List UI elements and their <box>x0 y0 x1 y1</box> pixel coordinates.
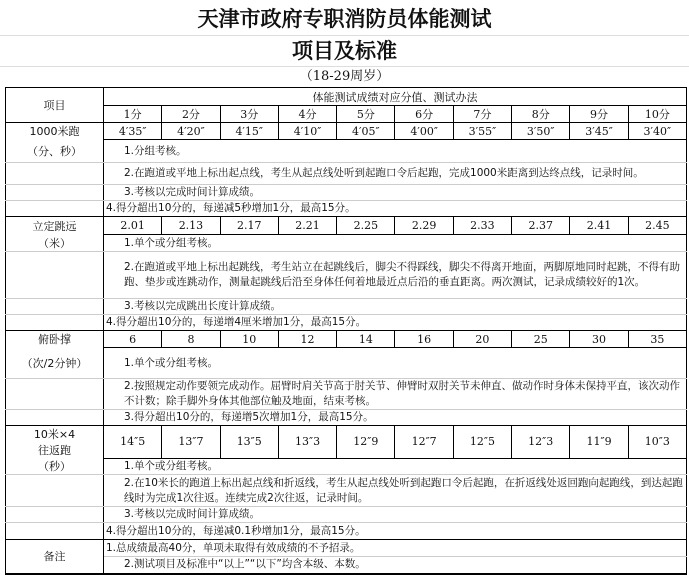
label-cell <box>6 163 104 185</box>
score-value: 25 <box>512 331 570 348</box>
test-note: 1.单个或分组考核。 <box>104 235 687 252</box>
score-value: 3′45″ <box>570 123 628 140</box>
score-header: 6分 <box>395 106 453 123</box>
score-value: 12″7 <box>395 426 453 459</box>
test-note: 3.考核以完成跳出长度计算成绩。 <box>104 299 687 315</box>
test-note: 1.分组考核。 <box>104 140 687 163</box>
test-note: 4.得分超出10分的，每递减5秒增加1分，最高15分。 <box>104 201 687 217</box>
item-name <box>6 217 104 235</box>
label-cell <box>6 252 104 299</box>
score-value: 30 <box>570 331 628 348</box>
label-cell <box>6 315 104 331</box>
score-value: 6 <box>104 331 162 348</box>
item-name-text: 立定跳远 <box>32 219 77 233</box>
remark-line: 2.测试项目及标准中“以上”“以下”均含本级、本数。 <box>104 557 687 574</box>
score-value: 8 <box>162 331 220 348</box>
label-cell <box>6 201 104 217</box>
score-value: 2.37 <box>512 217 570 235</box>
label-cell <box>6 185 104 201</box>
document-subtitle: 项目及标准 <box>0 36 689 67</box>
label-cell <box>6 410 104 426</box>
score-value: 2.17 <box>220 217 278 235</box>
header-item: 项目 <box>6 88 104 123</box>
score-value: 4′20″ <box>162 123 220 140</box>
score-value: 12″3 <box>512 426 570 459</box>
score-value: 4′10″ <box>278 123 336 140</box>
test-note: 3.考核以完成时间计算成绩。 <box>104 185 687 201</box>
score-value: 3′55″ <box>453 123 511 140</box>
score-header: 3分 <box>220 106 278 123</box>
remarks-label: 备注 <box>6 540 104 574</box>
test-note: 3.得分超出10分的，每递增5次增加1分，最高15分。 <box>104 410 687 426</box>
label-cell <box>6 507 104 523</box>
score-value: 4′00″ <box>395 123 453 140</box>
score-value: 4′35″ <box>104 123 162 140</box>
item-unit: （次/2分钟） <box>6 348 104 379</box>
test-note: 3.考核以完成时间计算成绩。 <box>104 507 687 523</box>
test-note: 4.得分超出10分的，每递减0.1秒增加1分，最高15分。 <box>104 523 687 540</box>
score-header: 1分 <box>104 106 162 123</box>
standards-table <box>5 87 687 575</box>
score-value: 4′05″ <box>337 123 395 140</box>
age-range: （18-29周岁） <box>299 69 390 84</box>
score-value: 2.33 <box>453 217 511 235</box>
score-value: 2.01 <box>104 217 162 235</box>
score-value: 14″5 <box>104 426 162 459</box>
item-name-line2: 往返跑 <box>38 444 71 457</box>
score-value: 13″5 <box>220 426 278 459</box>
score-value: 10 <box>220 331 278 348</box>
header-group: 体能测试成绩对应分值、测试办法 <box>104 88 687 106</box>
test-note: 2.在10米长的跑道上标出起点线和折返线，考生从起点线处听到起跑口令后起跑，在折返线处返回跑向起跑线，到达起跑线时为完成1次往返。连续完成2次往返，记录时间。 <box>104 475 687 507</box>
label-cell <box>6 299 104 315</box>
score-header: 9分 <box>570 106 628 123</box>
score-header: 4分 <box>278 106 336 123</box>
score-value: 14 <box>337 331 395 348</box>
test-note: 2.在跑道或平地上标出起点线，考生从起点线处听到起跑口令后起跑，完成1000米距离到达终点线，记录时间。 <box>104 163 687 185</box>
remark-line: 1.总成绩最高40分，单项未取得有效成绩的不予招录。 <box>104 540 687 557</box>
score-value: 2.25 <box>337 217 395 235</box>
score-value: 13″3 <box>278 426 336 459</box>
score-value: 12″5 <box>453 426 511 459</box>
score-value: 20 <box>453 331 511 348</box>
test-note: 2.在跑道或平地上标出起跳线，考生站立在起跳线后，脚尖不得踩线，脚尖不得离开地面，两脚原地同时起跳，不得有助跑、垫步或连跳动作，测量起跳线后沿至身体任何着地最近点后沿的垂直距离。两次测试，记录成绩较好的1次。 <box>104 252 687 299</box>
score-value: 12 <box>278 331 336 348</box>
test-note: 1.单个或分组考核。 <box>104 458 687 475</box>
score-value: 16 <box>395 331 453 348</box>
score-header: 2分 <box>162 106 220 123</box>
score-value: 3′50″ <box>512 123 570 140</box>
label-cell <box>6 523 104 540</box>
score-value: 3′40″ <box>628 123 686 140</box>
score-value: 2.29 <box>395 217 453 235</box>
score-value: 12″9 <box>337 426 395 459</box>
test-note: 1.单个或分组考核。 <box>104 348 687 379</box>
score-value: 2.45 <box>628 217 686 235</box>
test-note: 4.得分超出10分的，每递增4厘米增加1分，最高15分。 <box>104 315 687 331</box>
document-title: 天津市政府专职消防员体能测试 <box>0 0 689 36</box>
score-value: 2.41 <box>570 217 628 235</box>
score-value: 2.13 <box>162 217 220 235</box>
item-name-text: 1000米跑 <box>29 125 80 139</box>
score-header: 5分 <box>337 106 395 123</box>
item-unit: （分、秒） <box>6 140 104 163</box>
label-cell <box>6 475 104 507</box>
score-header: 7分 <box>453 106 511 123</box>
item-unit: （秒） <box>6 458 104 475</box>
item-name <box>6 331 104 348</box>
score-value: 4′15″ <box>220 123 278 140</box>
item-name <box>6 123 104 140</box>
score-value: 13″7 <box>162 426 220 459</box>
test-note: 2.按照规定动作要领完成动作。屈臂时肩关节高于肘关节、伸臂时双肘关节未伸直、做动作时身体未保持平直，该次动作不计数；除手脚外身体其他部位触及地面，结束考核。 <box>104 379 687 410</box>
score-header: 8分 <box>512 106 570 123</box>
item-unit: （米） <box>6 235 104 252</box>
score-value: 10″3 <box>628 426 686 459</box>
item-name-text: 10米×4 <box>33 428 76 441</box>
item-name-text: 俯卧撑 <box>38 333 71 347</box>
score-header: 10分 <box>628 106 686 123</box>
score-value: 35 <box>628 331 686 348</box>
label-cell <box>6 379 104 410</box>
item-name <box>6 426 104 459</box>
score-value: 11″9 <box>570 426 628 459</box>
score-value: 2.21 <box>278 217 336 235</box>
